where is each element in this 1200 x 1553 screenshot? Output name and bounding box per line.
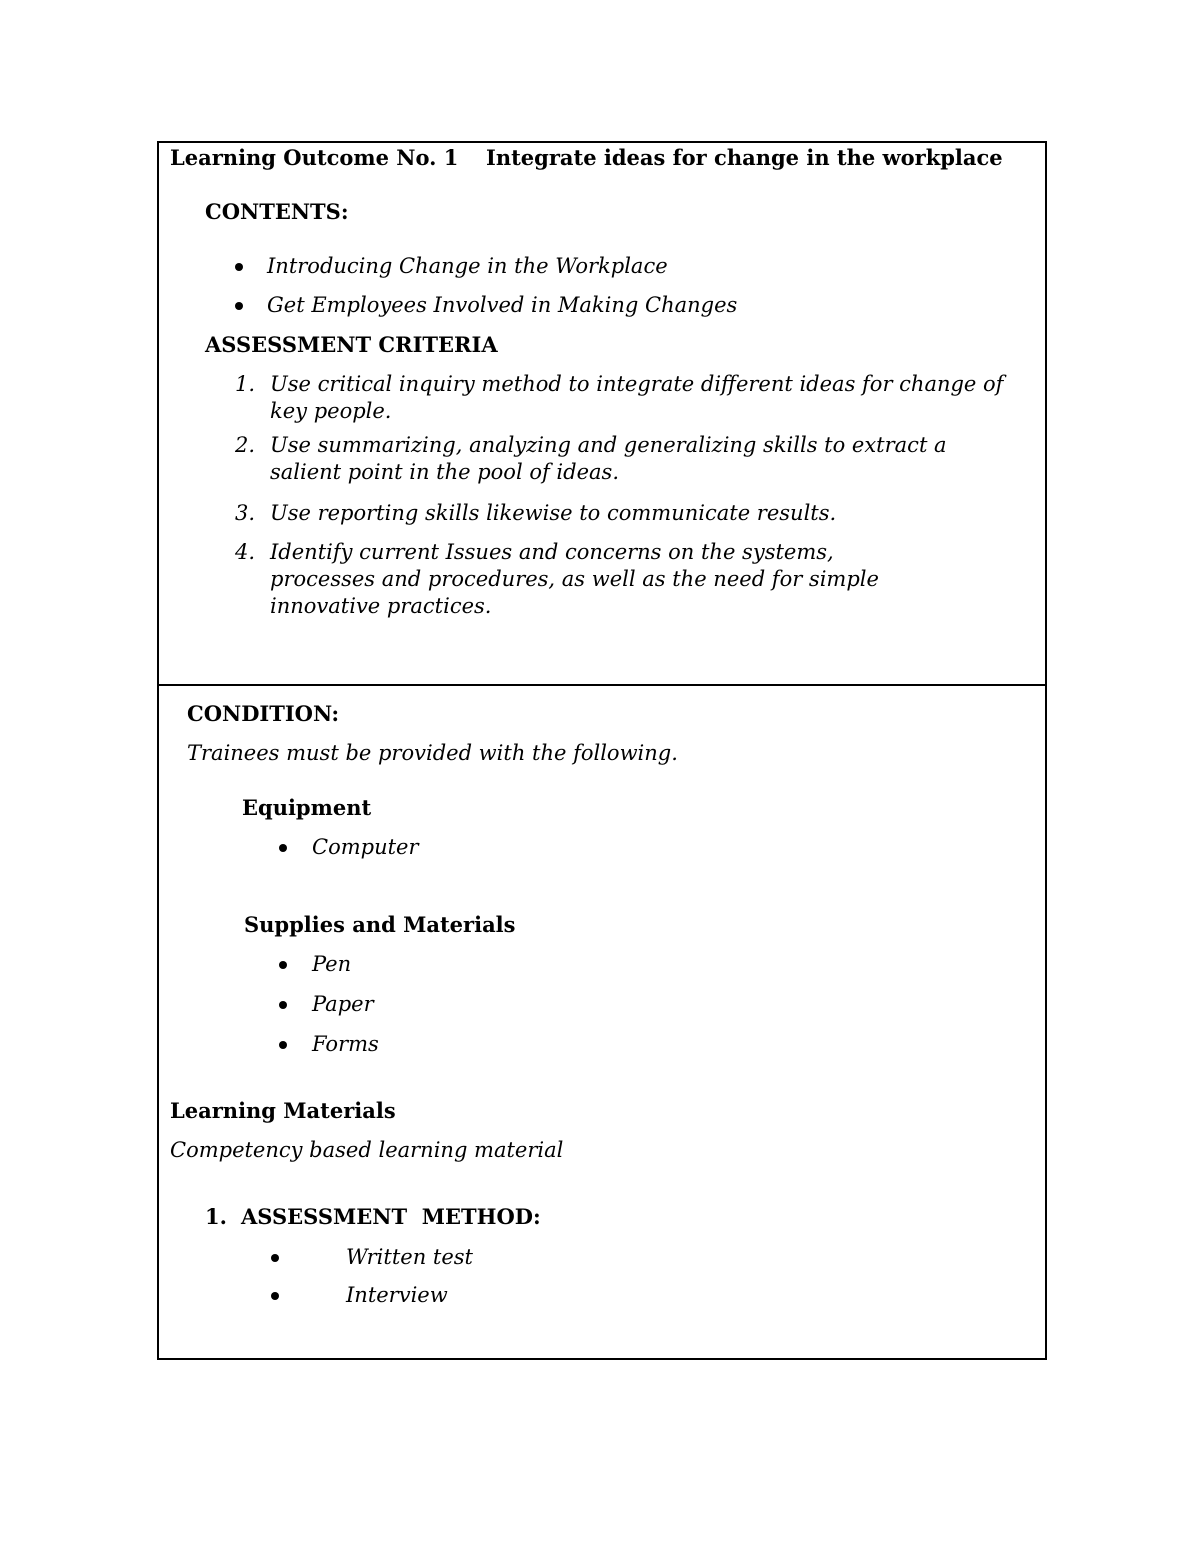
condition-cell <box>159 686 1045 1358</box>
bullet-icon <box>279 844 287 852</box>
learning-materials-heading: Learning Materials <box>170 1098 396 1123</box>
learning-outcome-title: Integrate ideas for change in the workplace <box>486 145 1003 170</box>
criteria-number: 3. <box>235 501 256 525</box>
criteria-number: 2. <box>235 433 256 457</box>
supplies-item: Pen <box>312 952 352 976</box>
contents-heading: CONTENTS: <box>205 199 349 224</box>
equipment-item: Computer <box>312 835 419 859</box>
assessment-method-item: Interview <box>346 1283 448 1307</box>
criteria-number: 1. <box>235 372 256 396</box>
learning-outcome-cell <box>159 143 1045 686</box>
supplies-item: Forms <box>312 1032 379 1056</box>
bullet-icon <box>279 1001 287 1009</box>
supplies-heading: Supplies and Materials <box>244 912 516 937</box>
supplies-item: Paper <box>312 992 374 1016</box>
bullet-icon <box>279 961 287 969</box>
condition-heading: CONDITION: <box>187 701 340 726</box>
criteria-item: Use summarizing, analyzing and generalizing skills to extract a salient point in the pool of ideas. <box>270 433 947 484</box>
learning-outcome-label: Learning Outcome No. 1 <box>170 145 459 170</box>
criteria-item: Identify current Issues and concerns on the systems, processes and procedures, as well as the need for simple innovative practices. <box>270 540 879 618</box>
contents-item: Introducing Change in the Workplace <box>267 254 668 278</box>
contents-item: Get Employees Involved in Making Changes <box>267 293 738 317</box>
equipment-heading: Equipment <box>242 795 372 820</box>
bullet-icon <box>235 302 243 310</box>
bullet-icon <box>271 1254 279 1262</box>
criteria-number: 4. <box>235 540 256 564</box>
bullet-icon <box>279 1041 287 1049</box>
criteria-item: Use critical inquiry method to integrate different ideas for change of key people. <box>270 372 1004 423</box>
assessment-method-heading: ASSESSMENT METHOD: <box>241 1204 541 1229</box>
learning-materials-text: Competency based learning material <box>170 1138 564 1162</box>
condition-intro: Trainees must be provided with the following. <box>187 741 678 765</box>
assessment-criteria-heading: ASSESSMENT CRITERIA <box>205 332 498 357</box>
assessment-method-item: Written test <box>346 1245 473 1269</box>
document-table <box>157 141 1047 1360</box>
bullet-icon <box>235 263 243 271</box>
criteria-item: Use reporting skills likewise to communicate results. <box>270 501 837 525</box>
assessment-method-number: 1. <box>205 1204 227 1229</box>
bullet-icon <box>271 1292 279 1300</box>
